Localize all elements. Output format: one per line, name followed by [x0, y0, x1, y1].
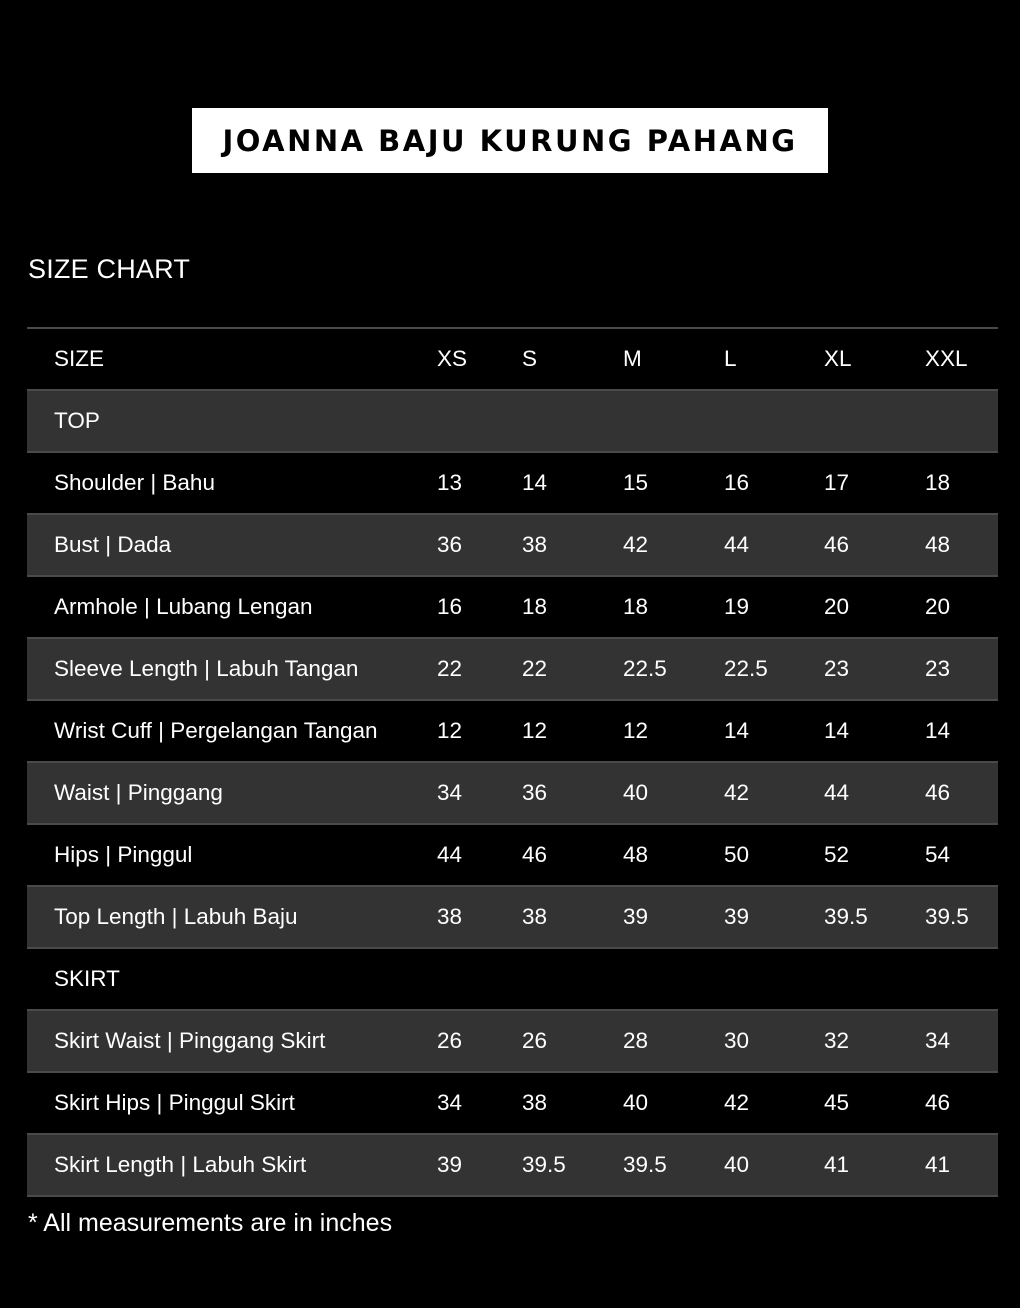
cell-xxl: 20 — [925, 576, 998, 638]
cell-m: 40 — [623, 762, 724, 824]
cell-m: 18 — [623, 576, 724, 638]
table-row — [27, 452, 998, 514]
cell-l: 42 — [724, 762, 824, 824]
column-header-xxl: XXL — [925, 328, 998, 390]
column-header-s: S — [522, 328, 623, 390]
cell-m: 22.5 — [623, 638, 724, 700]
cell-xxl: 54 — [925, 824, 998, 886]
column-header-l: L — [724, 328, 824, 390]
cell-xxl: 18 — [925, 452, 998, 514]
cell-xs: 39 — [437, 1134, 522, 1196]
cell-xl: 20 — [824, 576, 925, 638]
cell-s: 36 — [522, 762, 623, 824]
measurement-footnote: * All measurements are in inches — [28, 1209, 393, 1237]
cell-l: 44 — [724, 514, 824, 576]
cell-xs: 13 — [437, 452, 522, 514]
cell-xs: 44 — [437, 824, 522, 886]
cell-l: 14 — [724, 700, 824, 762]
cell-s: 39.5 — [522, 1134, 623, 1196]
row-label: Skirt Hips | Pinggul Skirt — [27, 1072, 437, 1134]
cell-xs: 36 — [437, 514, 522, 576]
cell-xs: 26 — [437, 1010, 522, 1072]
row-label: Wrist Cuff | Pergelangan Tangan — [27, 700, 437, 762]
cell-xs: 34 — [437, 1072, 522, 1134]
cell-xs: 22 — [437, 638, 522, 700]
cell-s: 22 — [522, 638, 623, 700]
table-row — [27, 638, 998, 700]
table-row — [27, 762, 998, 824]
cell-xs: 16 — [437, 576, 522, 638]
cell-l: 39 — [724, 886, 824, 948]
table-row — [27, 886, 998, 948]
page-title: JOANNA BAJU KURUNG PAHANG — [222, 123, 798, 158]
cell-xxl: 48 — [925, 514, 998, 576]
cell-s: 46 — [522, 824, 623, 886]
size-chart-table — [27, 327, 998, 1197]
cell-xxl: 23 — [925, 638, 998, 700]
cell-xxl: 46 — [925, 1072, 998, 1134]
table-row — [27, 1010, 998, 1072]
section-row-top — [27, 390, 998, 452]
column-header-xl: XL — [824, 328, 925, 390]
cell-xl: 45 — [824, 1072, 925, 1134]
row-label: Skirt Waist | Pinggang Skirt — [27, 1010, 437, 1072]
section-row-skirt — [27, 948, 998, 1010]
table-row — [27, 514, 998, 576]
cell-xl: 44 — [824, 762, 925, 824]
table-header-row — [27, 328, 998, 390]
table-row — [27, 576, 998, 638]
cell-l: 50 — [724, 824, 824, 886]
cell-m: 48 — [623, 824, 724, 886]
row-label: Skirt Length | Labuh Skirt — [27, 1134, 437, 1196]
cell-l: 42 — [724, 1072, 824, 1134]
section-label-top: TOP — [27, 390, 437, 452]
row-label: Sleeve Length | Labuh Tangan — [27, 638, 437, 700]
cell-m: 28 — [623, 1010, 724, 1072]
row-label: Top Length | Labuh Baju — [27, 886, 437, 948]
cell-m: 12 — [623, 700, 724, 762]
cell-m: 39.5 — [623, 1134, 724, 1196]
cell-s: 18 — [522, 576, 623, 638]
cell-m: 39 — [623, 886, 724, 948]
cell-xl: 32 — [824, 1010, 925, 1072]
title-banner — [192, 108, 828, 173]
cell-xxl: 34 — [925, 1010, 998, 1072]
cell-xl: 41 — [824, 1134, 925, 1196]
row-label: Waist | Pinggang — [27, 762, 437, 824]
cell-m: 42 — [623, 514, 724, 576]
cell-xl: 14 — [824, 700, 925, 762]
cell-s: 38 — [522, 1072, 623, 1134]
cell-xs: 12 — [437, 700, 522, 762]
row-label: Armhole | Lubang Lengan — [27, 576, 437, 638]
cell-s: 26 — [522, 1010, 623, 1072]
row-label: Shoulder | Bahu — [27, 452, 437, 514]
cell-xxl: 14 — [925, 700, 998, 762]
column-header-size: SIZE — [27, 328, 437, 390]
cell-l: 30 — [724, 1010, 824, 1072]
cell-s: 38 — [522, 514, 623, 576]
cell-xl: 17 — [824, 452, 925, 514]
row-label: Bust | Dada — [27, 514, 437, 576]
cell-xs: 34 — [437, 762, 522, 824]
column-header-m: M — [623, 328, 724, 390]
cell-xxl: 41 — [925, 1134, 998, 1196]
cell-l: 22.5 — [724, 638, 824, 700]
cell-m: 40 — [623, 1072, 724, 1134]
cell-l: 19 — [724, 576, 824, 638]
table-row — [27, 1134, 998, 1196]
cell-s: 38 — [522, 886, 623, 948]
cell-l: 16 — [724, 452, 824, 514]
table-row — [27, 824, 998, 886]
cell-xxl: 46 — [925, 762, 998, 824]
cell-s: 12 — [522, 700, 623, 762]
cell-xl: 52 — [824, 824, 925, 886]
row-label: Hips | Pinggul — [27, 824, 437, 886]
section-label-skirt: SKIRT — [27, 948, 437, 1010]
cell-xs: 38 — [437, 886, 522, 948]
cell-xl: 23 — [824, 638, 925, 700]
cell-xl: 46 — [824, 514, 925, 576]
cell-s: 14 — [522, 452, 623, 514]
table-row — [27, 1072, 998, 1134]
size-chart-heading: SIZE CHART — [28, 254, 191, 284]
cell-m: 15 — [623, 452, 724, 514]
cell-l: 40 — [724, 1134, 824, 1196]
column-header-xs: XS — [437, 328, 522, 390]
cell-xl: 39.5 — [824, 886, 925, 948]
table-row — [27, 700, 998, 762]
cell-xxl: 39.5 — [925, 886, 998, 948]
